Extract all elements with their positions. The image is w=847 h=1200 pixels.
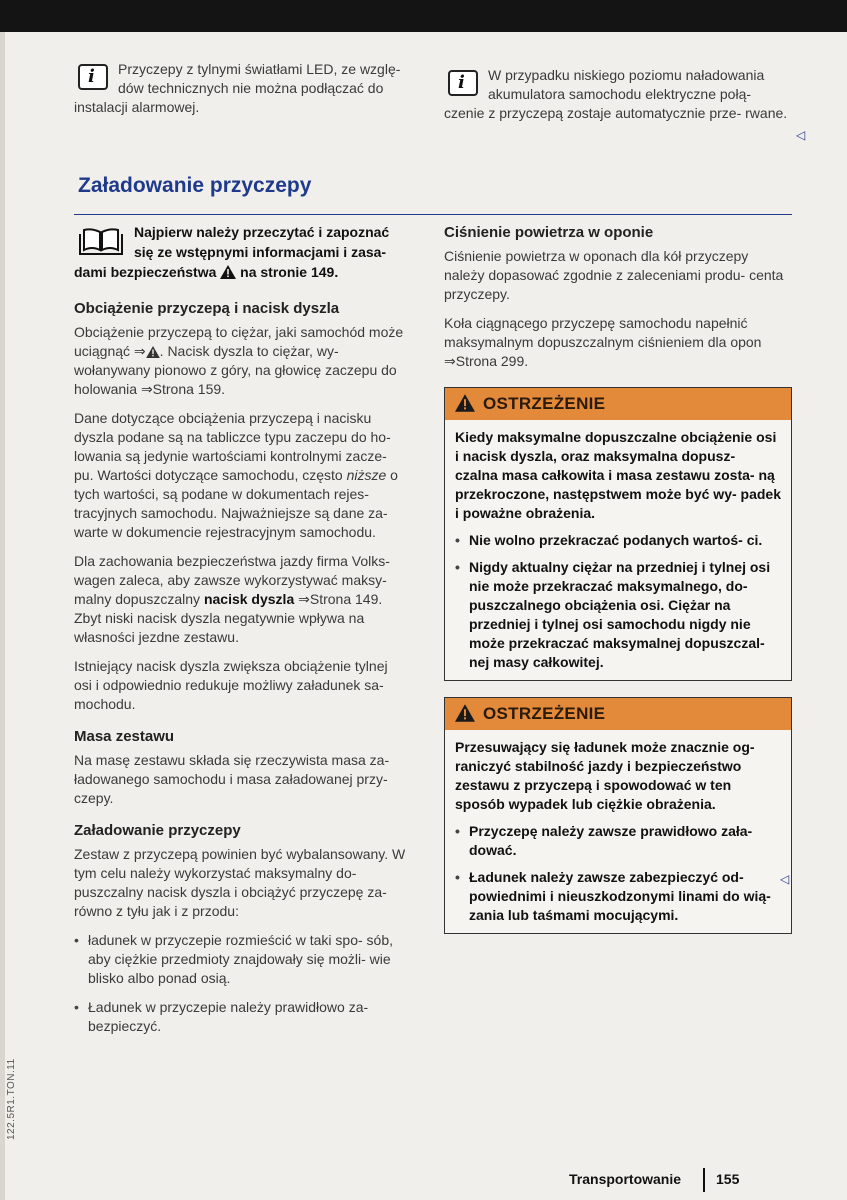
warning-header: OSTRZEŻENIE xyxy=(445,698,791,730)
warning-triangle-icon xyxy=(455,394,475,412)
list-item-load-distribution: • ładunek w przyczepie rozmieścić w taki spo- sób, aby ciężkie przedmioty znajdowały się możli- wie blisko albo ponad osią. xyxy=(74,931,406,988)
warning-text: Przesuwający się ładunek może znacznie og- raniczyć stabilność jazdy i bezpieczeństwo zestawu z przyczepą i spowodować w ten sposób wypadek lub ciężkie obrażenia. xyxy=(455,739,755,812)
info-icon: i xyxy=(448,70,478,96)
warning-list-item: • Ładunek należy zawsze zabezpieczyć od- powiednimi i nieuszkodzonymi linami do wią- zania lub taśmami mocującymi. xyxy=(455,868,781,925)
paragraph-load-1: Obciążenie przyczepą to ciężar, jaki samochód może uciągnąć ⇒ . Nacisk dyszla to ciężar, wy- wołanywany pionowo z góry, na głowicę zaczepu do holowania ⇒Strona 159. xyxy=(74,324,404,397)
warning-list-item: • Nigdy aktualny ciężar na przedniej i tylnej osi nie może przekraczać maksymalnego, do- puszczalnego obciążenia osi. Ciężar na przedniej i tylnej osi samochodu nigdy nie może przekraczać maksymalnej dopuszczal- nej masy całkowitej. xyxy=(455,558,781,672)
heading-loading: Załadowanie przyczepy xyxy=(74,822,241,839)
right-column xyxy=(444,222,792,934)
page-number: 155 xyxy=(716,1171,740,1187)
warning-triangle-icon xyxy=(455,704,475,722)
section-title: Załadowanie przyczepy xyxy=(78,174,312,197)
paragraph-tire-2: Koła ciągnącego przyczepę samochodu napełnić maksymalnym dopuszczalnym ciśnieniem dla opon ⇒Strona 299. xyxy=(444,315,762,369)
warning-triangle-icon xyxy=(146,346,160,358)
paragraph-load-4: Istniejący nacisk dyszla zwiększa obciążenie tylnej osi i odpowiednio redukuje możliwy załadunek sa- mochodu. xyxy=(74,658,388,712)
heading-tire-pressure: Ciśnienie powietrza w oponie xyxy=(444,224,654,241)
warning-triangle-icon xyxy=(220,265,236,279)
warning-list-item: • Przyczepę należy zawsze prawidłowo zała- dować. xyxy=(455,822,781,860)
read-first-note: Najpierw należy przeczytać i zapoznać się ze wstępnymi informacjami i zasa- dami bezpieczeństwa na stronie 149. xyxy=(74,224,390,280)
info-note-battery-text: W przypadku niskiego poziomu naładowania akumulatora samochodu elektryczne połą- czenie z przyczepą zostaje automatycznie prze- rwane. xyxy=(444,67,788,121)
list-item-load-secure: • Ładunek w przyczepie należy prawidłowo za- bezpieczyć. xyxy=(74,998,406,1036)
warning-text: Kiedy maksymalne dopuszczalne obciążenie osi i nacisk dyszla, oraz maksymalna dopusz- czalna masa całkowita i masa zestawu zosta- ną przekroczone, następstwem może być wy- padek i poważne obrażenia. xyxy=(455,429,781,521)
info-note-led xyxy=(74,60,414,117)
info-note-battery xyxy=(444,66,788,123)
section-rule xyxy=(74,214,792,215)
heading-mass: Masa zestawu xyxy=(74,728,175,745)
footer-divider xyxy=(703,1168,705,1192)
info-note-led-text: Przyczepy z tylnymi światłami LED, ze wzglę- dów technicznych nie można podłączać do instalacji alarmowej. xyxy=(74,61,401,115)
left-column xyxy=(74,222,406,1046)
section-end-mark: ◁ xyxy=(796,128,806,142)
paragraph-tire-1: Ciśnienie powietrza w oponach dla kół przyczepy należy dopasować zgodnie z zaleceniami produ- centa przyczepy. xyxy=(444,248,784,302)
paragraph-mass: Na masę zestawu składa się rzeczywista masa za- ładowanego samochodu i masa załadowanej przy- czepy. xyxy=(74,752,390,806)
footer-chapter-title: Transportowanie xyxy=(569,1171,682,1187)
warning-box-shifting-load xyxy=(444,697,792,934)
warning-header: OSTRZEŻENIE xyxy=(445,388,791,420)
info-icon: i xyxy=(78,64,108,90)
book-icon xyxy=(78,228,124,256)
side-document-code: 122.5R1.TON.11 xyxy=(6,1058,17,1140)
paragraph-load-3: Dla zachowania bezpieczeństwa jazdy firma Volks- wagen zaleca, aby zawsze wykorzystywać maksy- malny dopuszczalny nacisk dyszla ⇒Strona 149. Zbyt niski nacisk dyszla negatywnie wpływa na własności jezdne zestawu. xyxy=(74,553,390,645)
warning-box-axle-load xyxy=(444,387,792,681)
paragraph-load-2: Dane dotyczące obciążenia przyczepą i nacisku dyszla podane są na tabliczce typu zaczepu do ho- lowania są jedynie wartościami kontrolnymi zacze- pu. Wartości dotyczące samochodu, często niższe o tych wartości, są podane w dokumentach rejes- tracyjnych samochodu. Najważniejsze są dane za- warte w dokumencie rejestracyjnym samochodu. xyxy=(74,410,398,540)
warning-list-item: • Nie wolno przekraczać podanych wartoś- ci. xyxy=(455,531,781,550)
heading-load: Obciążenie przyczepą i nacisk dyszla xyxy=(74,300,340,317)
paragraph-loading: Zestaw z przyczepą powinien być wybalansowany. W tym celu należy wykorzystać maksymalny do- puszczalny nacisk dyszla i obciążyć przyczepę za- równo z tyłu jak i z przodu: xyxy=(74,846,406,919)
section-end-mark: ◁ xyxy=(780,872,790,886)
